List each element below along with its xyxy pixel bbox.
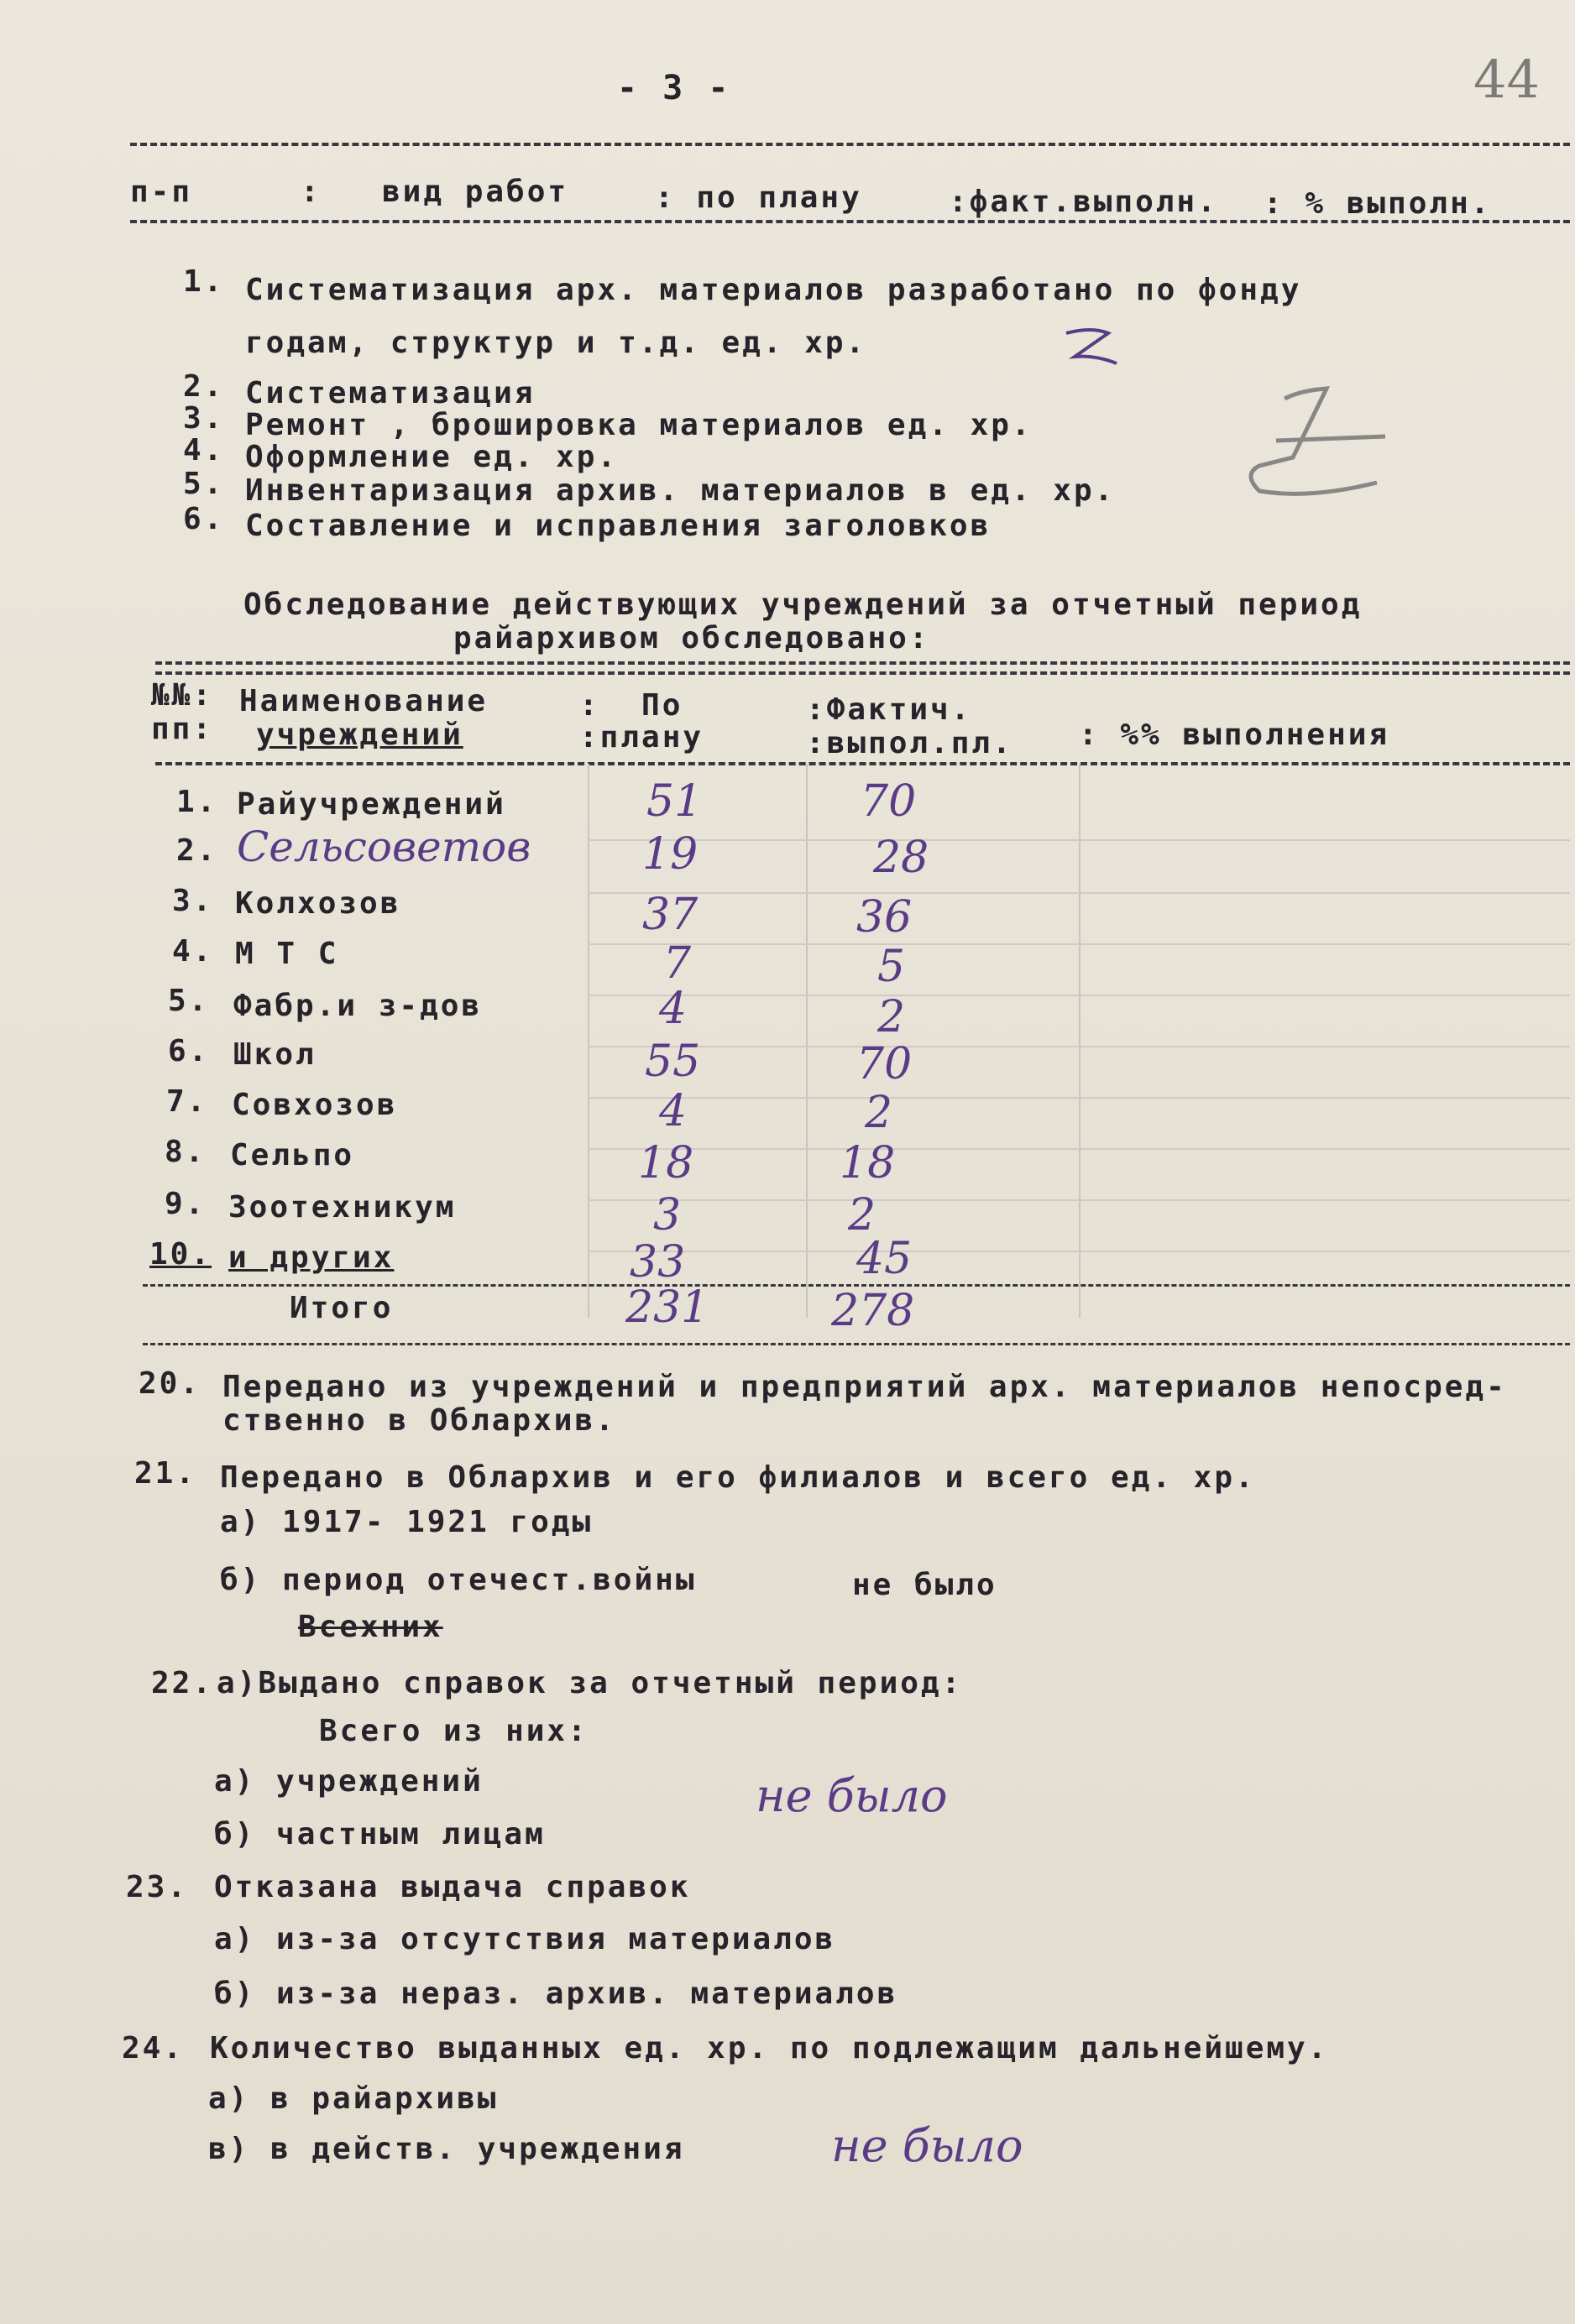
- item-21-num: 21.: [134, 1456, 197, 1491]
- list-item-text: Ремонт , брошировка материалов ед. хр.: [245, 408, 1033, 442]
- table-row-num: 2.: [176, 833, 218, 868]
- table-row-num: 3.: [172, 884, 214, 918]
- grid-row-line: [588, 995, 1570, 996]
- header-name-1: Наименование: [239, 684, 489, 718]
- item-22-sub: Всего из них:: [319, 1714, 589, 1748]
- item-20-line1: Передано из учреждений и предприятий арх. материалов непосред-: [222, 1370, 1507, 1404]
- pencil-z-mark-icon: [1058, 323, 1133, 373]
- survey-title-line1: Обследование действующих учреждений за отчетный период: [243, 588, 1363, 622]
- list-item-text: Систематизация: [245, 376, 536, 410]
- item-22-note: не было: [756, 1769, 948, 1822]
- pencil-z-mark-icon: [1234, 382, 1402, 516]
- total-bottom-rule: [143, 1343, 1570, 1345]
- item-24-b: в) в действ. учреждения: [208, 2132, 685, 2166]
- list-item-num: 6.: [183, 502, 225, 536]
- list-item-text: Инвентаризация архив. материалов в ед. хр.: [245, 473, 1116, 508]
- item-22-a: а) учреждений: [214, 1764, 484, 1799]
- item-24-line1: Количество выданных ед. хр. по подлежащим дальнейшему.: [210, 2031, 1329, 2065]
- header-fact-2: :выпол.пл.: [806, 726, 1013, 760]
- grid-line-percent: [1079, 764, 1081, 1318]
- table-row-num: 9.: [165, 1187, 207, 1221]
- list-item-text: Составление и исправления заголовков: [245, 509, 992, 543]
- item-23-a: а) из-за отсутствия материалов: [214, 1922, 836, 1956]
- survey-top-rule-2: [155, 671, 1570, 675]
- item-24-a: а) в райархивы: [208, 2081, 499, 2116]
- grid-line-fact: [806, 764, 808, 1318]
- item-23-num: 23.: [126, 1870, 189, 1904]
- item-20-line2: ственно в Облархив.: [222, 1403, 616, 1438]
- table-row-fact: 2: [865, 1088, 893, 1138]
- header-percent: : %% выполнения: [1079, 718, 1390, 752]
- item-24-note: не было: [831, 2119, 1023, 2172]
- item-22-line1: а)Выдано справок за отчетный период:: [217, 1666, 963, 1700]
- item-21-b: б) период отечест.войны: [220, 1563, 697, 1597]
- table-row-name: Сельсоветов: [237, 823, 531, 871]
- table-row-plan: 18: [638, 1138, 694, 1188]
- header-col-percent: : % выполн.: [1264, 186, 1492, 221]
- table-row-num: 7.: [166, 1084, 208, 1119]
- table-row-name: Фабр.и з-дов: [233, 989, 483, 1023]
- table-row-plan: 19: [642, 829, 699, 880]
- table-row-plan: 51: [646, 776, 703, 827]
- header-top-rule: [130, 143, 1570, 146]
- header-plan-1: : По: [579, 688, 683, 723]
- table-row-fact: 28: [873, 833, 929, 883]
- item-22-b: б) частным лицам: [214, 1817, 546, 1851]
- table-row-plan: 4: [659, 1086, 688, 1136]
- header-bottom-rule: [130, 220, 1570, 223]
- list-item-num: 3.: [183, 401, 225, 436]
- table-row-num: 5.: [168, 984, 210, 1018]
- grid-row-line: [588, 1046, 1570, 1047]
- grid-row-line: [588, 892, 1570, 894]
- table-row-name: Колхозов: [235, 886, 401, 921]
- header-plan-2: :плану: [579, 720, 704, 755]
- table-row-fact: 70: [856, 1039, 913, 1089]
- table-row-name: Совхозов: [232, 1088, 398, 1122]
- header-col-num: п-п: [130, 175, 193, 209]
- table-row-fact: 36: [856, 892, 913, 943]
- header-name-2: учреждений: [256, 718, 463, 752]
- table-row-name: и других: [228, 1240, 395, 1275]
- list-item-num: 1.: [183, 264, 225, 299]
- grid-row-line: [588, 1148, 1570, 1150]
- table-row-fact: 45: [856, 1234, 913, 1284]
- table-row-num: 1.: [176, 785, 218, 819]
- item-21-b-note: не было: [852, 1568, 997, 1602]
- table-row-name: Сельпо: [230, 1138, 355, 1172]
- table-row-name: Райучреждений: [237, 787, 506, 822]
- table-row-fact: 70: [861, 776, 917, 827]
- survey-top-rule: [155, 661, 1570, 665]
- grid-row-line: [588, 943, 1570, 945]
- survey-title-line2: райархивом обследовано:: [453, 621, 930, 655]
- header-num-1: №№:: [151, 678, 214, 713]
- page-number: - 3 -: [617, 69, 731, 107]
- table-row-name: Школ: [233, 1037, 317, 1072]
- table-row-fact: 2: [848, 1190, 876, 1240]
- list-item-num: 4.: [183, 433, 225, 467]
- grid-line-plan: [588, 764, 589, 1318]
- list-item-text: годам, структур и т.д. ед. хр.: [245, 326, 867, 360]
- table-row-num: 10.: [149, 1237, 212, 1272]
- table-row-fact: 18: [840, 1138, 896, 1188]
- list-item-num: 5.: [183, 467, 225, 501]
- table-row-plan: 3: [653, 1190, 682, 1240]
- item-23-line1: Отказана выдача справок: [214, 1870, 691, 1904]
- list-item-text: Систематизация арх. материалов разработано по фонду: [245, 273, 1302, 307]
- grid-row-line: [588, 1251, 1570, 1252]
- list-item-num: 2.: [183, 369, 225, 404]
- item-21-a: а) 1917- 1921 годы: [220, 1505, 594, 1539]
- header-col-work-type: вид работ: [382, 175, 569, 209]
- table-row-name: Зоотехникум: [228, 1190, 457, 1225]
- table-row-num: 6.: [168, 1034, 210, 1068]
- table-row-plan: 55: [645, 1037, 701, 1087]
- table-row-num: 8.: [165, 1135, 207, 1169]
- header-col-plan: : по плану: [655, 180, 862, 215]
- strikeout-text: Всехних: [298, 1610, 443, 1644]
- table-row-name: М Т С: [235, 937, 339, 971]
- grid-row-line: [588, 1097, 1570, 1099]
- header-col-fact: :факт.выполн.: [949, 185, 1218, 219]
- list-item-text: Оформление ед. хр.: [245, 440, 619, 474]
- grid-row-line: [588, 1199, 1570, 1201]
- total-fact: 278: [831, 1286, 915, 1336]
- item-24-num: 24.: [122, 2031, 185, 2065]
- table-row-num: 4.: [172, 934, 214, 969]
- survey-header-rule: [155, 762, 1570, 765]
- header-fact-1: :Фактич.: [806, 692, 972, 727]
- table-row-plan: 37: [642, 890, 699, 940]
- header-sep: :: [301, 175, 322, 209]
- table-row-plan: 4: [659, 984, 688, 1034]
- item-23-b: б) из-за нераз. архив. материалов: [214, 1977, 898, 2011]
- item-22-num: 22.: [151, 1666, 214, 1700]
- total-plan: 231: [625, 1282, 709, 1333]
- table-row-plan: 33: [630, 1237, 686, 1287]
- table-row-plan: 7: [663, 938, 692, 989]
- header-num-2: пп:: [151, 712, 214, 746]
- grid-row-line: [588, 839, 1570, 841]
- item-20-num: 20.: [139, 1366, 201, 1401]
- item-21-line1: Передано в Облархив и его филиалов и всего ед. хр.: [220, 1460, 1256, 1495]
- table-row-fact: 5: [877, 942, 906, 992]
- archive-folio-mark: 44: [1473, 49, 1540, 110]
- total-label: Итого: [290, 1291, 394, 1325]
- table-row-fact: 2: [877, 992, 906, 1042]
